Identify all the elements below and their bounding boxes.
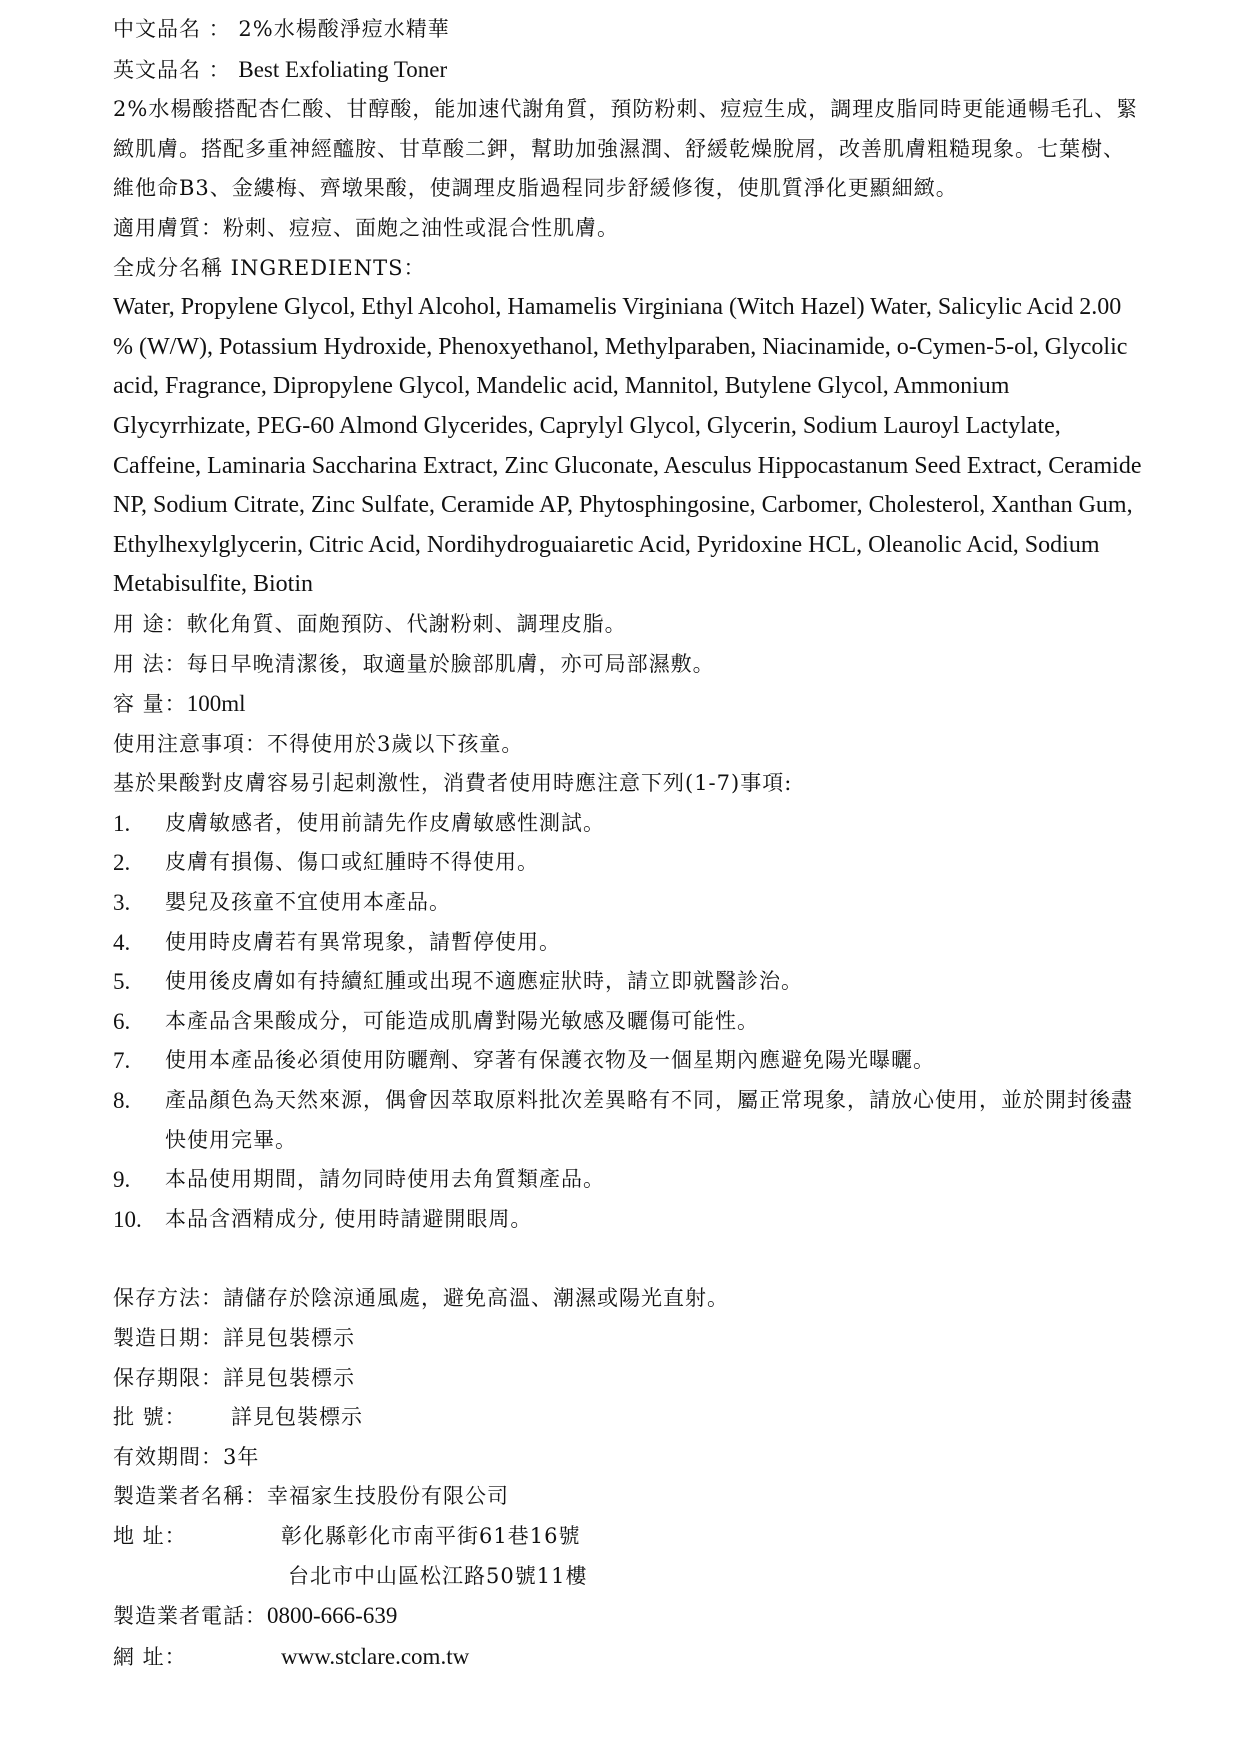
- list-item-text: 產品顏色為天然來源，偶會因萃取原料批次差異略有不同，屬正常現象，請放心使用，並於開封後盡快使用完畢。: [165, 1088, 1133, 1152]
- phone-row: [113, 1596, 1143, 1637]
- website-label: 網 址：: [113, 1644, 187, 1669]
- aha-notice: 基於果酸對皮膚容易引起刺激性，消費者使用時應注意下列(1-7)事項:: [113, 771, 793, 796]
- list-item-text: 使用時皮膚若有異常現象，請暫停使用。: [165, 929, 561, 954]
- list-item-number: 4.: [113, 929, 131, 955]
- usage-row: [113, 645, 1143, 685]
- list-item: [113, 1200, 1143, 1240]
- list-item-text: 本品含酒精成分, 使用時請避開眼周。: [165, 1206, 533, 1231]
- website-row: [113, 1637, 1143, 1678]
- chinese-name-label: 中文品名 ：: [113, 17, 231, 41]
- chinese-name-value: 2%水楊酸淨痘水精華: [238, 17, 450, 41]
- purpose-row: [113, 605, 1143, 645]
- list-item: [113, 962, 1143, 1002]
- address-row: [113, 1517, 1143, 1557]
- usage-value: 每日早晚清潔後，取適量於臉部肌膚，亦可局部濕敷。: [186, 651, 715, 676]
- list-item-number: 3.: [113, 890, 131, 916]
- list-item: [113, 843, 1143, 883]
- volume-label: 容 量：: [113, 692, 187, 717]
- list-item: [113, 1160, 1143, 1200]
- phone-value: 0800-666-639: [267, 1603, 398, 1629]
- list-item: [113, 1081, 1143, 1160]
- purpose-value: 軟化角質、面皰預防、代謝粉刺、調理皮脂。: [186, 611, 627, 636]
- skin-type: 適用膚質：粉刺、痘痘、面皰之油性或混合性肌膚。: [113, 215, 619, 240]
- list-item-text: 皮膚有損傷、傷口或紅腫時不得使用。: [165, 850, 539, 875]
- list-item-number: 10.: [113, 1206, 142, 1232]
- list-item-number: 7.: [113, 1048, 131, 1074]
- notes-list: [113, 804, 1143, 1240]
- list-item: [113, 923, 1143, 963]
- list-item-text: 皮膚敏感者，使用前請先作皮膚敏感性測試。: [165, 810, 605, 835]
- list-item-number: 8.: [113, 1088, 131, 1114]
- english-name-row: [113, 50, 1143, 91]
- product-label-document: [113, 10, 1143, 1677]
- usage-label: 用 法：: [113, 651, 187, 676]
- list-item-text: 本品使用期間，請勿同時使用去角質類產品。: [165, 1167, 605, 1192]
- volume-row: [113, 684, 1143, 725]
- list-item-number: 1.: [113, 810, 131, 836]
- manufacture-date: 製造日期：詳見包裝標示: [113, 1326, 355, 1350]
- batch-row: [113, 1398, 1143, 1438]
- website-link[interactable]: www.stclare.com.tw: [281, 1643, 470, 1669]
- storage-method: 保存方法：請儲存於陰涼通風處，避免高溫、潮濕或陽光直射。: [113, 1286, 729, 1311]
- validity: 有效期間：3年: [113, 1444, 260, 1469]
- volume-value: 100ml: [186, 691, 246, 717]
- product-description: 2%水楊酸搭配杏仁酸、甘醇酸，能加速代謝角質，預防粉刺、痘痘生成，調理皮脂同時更能通暢毛孔、緊緻肌膚。搭配多重神經醯胺、甘草酸二鉀，幫助加強濕潤、舒緩乾燥脫屑，改善肌膚粗糙現象。七葉樹、維他命B3、金縷梅、齊墩果酸，使調理皮脂過程同步舒緩修復，使肌質淨化更顯細緻。: [113, 97, 1139, 201]
- english-name-label: 英文品名 ：: [113, 57, 231, 82]
- list-item-text: 嬰兒及孩童不宜使用本產品。: [165, 890, 451, 915]
- address-line-1: 彰化縣彰化市南平街61巷16號: [281, 1523, 581, 1548]
- list-item-number: 5.: [113, 969, 131, 995]
- list-item-number: 6.: [113, 1008, 131, 1034]
- section-spacer: [113, 1239, 1143, 1279]
- list-item-text: 使用本產品後必須使用防曬劑、穿著有保護衣物及一個星期內應避免陽光曝曬。: [165, 1048, 935, 1073]
- list-item: [113, 804, 1143, 844]
- ingredients-list: Water, Propylene Glycol, Ethyl Alcohol, Hamamelis Virginiana (Witch Hazel) Water, Salicylic Acid 2.00 % (W/W), Potassium Hydroxide, Phenoxyethanol, Methylparaben, Niacinamide, o-Cymen-5-ol, Glycolic acid, Fragrance, Dipropylene Glycol, Mandelic acid, Mannitol, Butylene Glycol, Ammonium Glycyrrhizate, PEG-60 Almond Glycerides, Caprylyl Glycol, Glycerin, Sodium Lauroyl Lactylate, Caffeine, Laminaria Saccharina Extract, Zinc Gluconate, Aesculus Hippocastanum Seed Extract, Ceramide NP, Sodium Citrate, Zinc Sulfate, Ceramide AP, Phytosphingosine, Carbomer, Cholesterol, Xanthan Gum, Ethylhexylglycerin, Citric Acid, Nordihydroguaiaretic Acid, Pyridoxine HCL, Oleanolic Acid, Sodium Metabisulfite, Biotin: [113, 294, 1142, 598]
- list-item: [113, 1041, 1143, 1081]
- caution: 使用注意事項：不得使用於3歲以下孩童。: [113, 731, 524, 756]
- phone-label: 製造業者電話：: [113, 1604, 267, 1629]
- purpose-label: 用 途：: [113, 611, 187, 636]
- list-item-text: 本產品含果酸成分，可能造成肌膚對陽光敏感及曬傷可能性。: [165, 1008, 759, 1033]
- batch-label: 批 號：: [113, 1405, 187, 1430]
- ingredients-label: 全成分名稱 INGREDIENTS：: [113, 255, 426, 280]
- manufacturer-name: 製造業者名稱：幸福家生技股份有限公司: [113, 1484, 509, 1509]
- address-line-2: 台北市中山區松江路50號11樓: [288, 1563, 588, 1588]
- chinese-name-row: [113, 10, 1143, 50]
- address-label: 地 址：: [113, 1523, 187, 1548]
- english-name-value: Best Exfoliating Toner: [238, 56, 448, 82]
- list-item-number: 2.: [113, 850, 131, 876]
- list-item: [113, 1002, 1143, 1042]
- batch-value: 詳見包裝標示: [231, 1405, 363, 1430]
- list-item: [113, 883, 1143, 923]
- list-item-text: 使用後皮膚如有持續紅腫或出現不適應症狀時，請立即就醫診治。: [165, 969, 803, 994]
- shelf-limit: 保存期限：詳見包裝標示: [113, 1365, 355, 1390]
- list-item-number: 9.: [113, 1167, 131, 1193]
